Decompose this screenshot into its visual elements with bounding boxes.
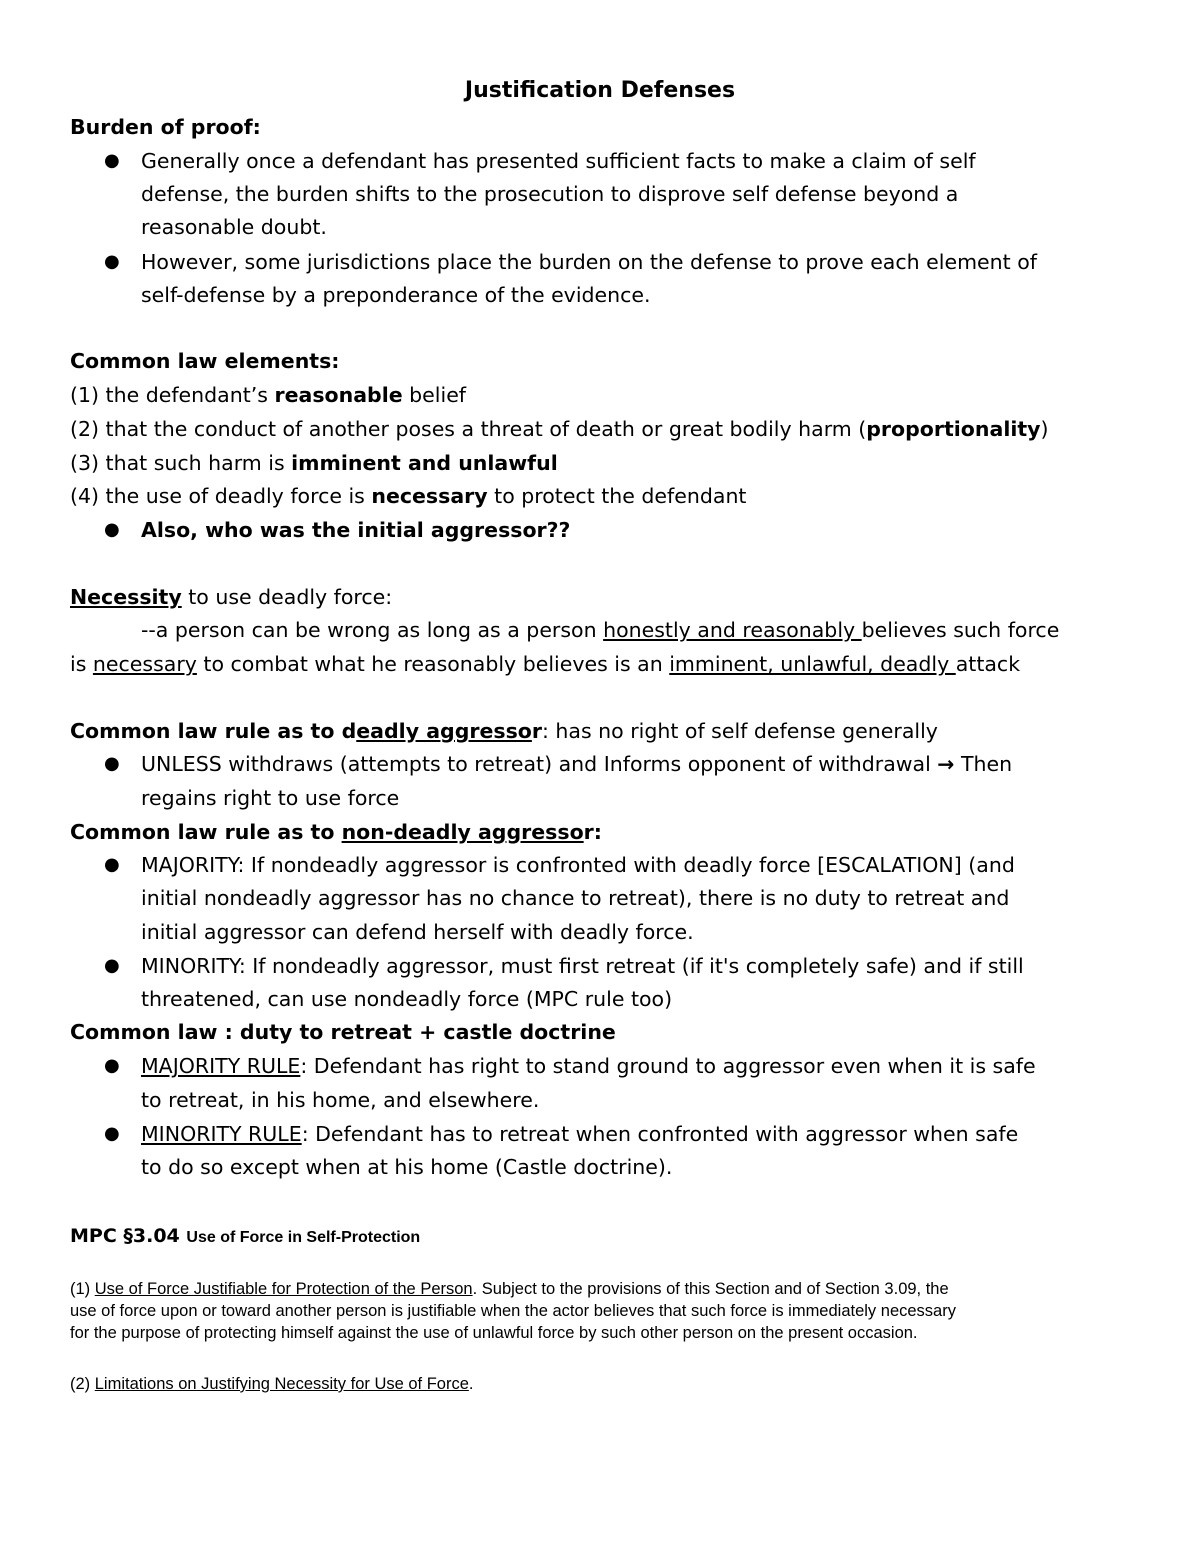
burden-bullet-1-line-3: reasonable doubt. xyxy=(141,215,327,239)
burden-bullet-1-line-2: defense, the burden shifts to the prosecution to disprove self defense beyond a xyxy=(141,182,959,206)
bullet-icon: ● xyxy=(104,251,120,272)
bullet-icon: ● xyxy=(104,1055,120,1076)
deadly-aggressor-heading: Common law rule as to deadly aggressor: has no right of self defense generally xyxy=(70,719,938,743)
bullet-icon: ● xyxy=(104,955,120,976)
mpc-heading: MPC §3.04 Use of Force in Self-Protection xyxy=(70,1225,421,1247)
bullet-icon: ● xyxy=(104,150,120,171)
burden-heading: Burden of proof: xyxy=(70,115,261,139)
mpc-p2: (2) Limitations on Justifying Necessity for Use of Force. xyxy=(70,1375,474,1393)
element-4: (4) the use of deadly force is necessary to protect the defendant xyxy=(70,484,747,508)
necessity-line-3: is necessary to combat what he reasonably believes is an imminent, unlawful, deadly attack xyxy=(70,652,1021,676)
burden-bullet-2-line-2: self-defense by a preponderance of the evidence. xyxy=(141,283,651,307)
bullet-icon: ● xyxy=(104,854,120,875)
deadly-bullet-line-1: UNLESS withdraws (attempts to retreat) and Informs opponent of withdrawal → Then xyxy=(141,752,1013,776)
bullet-icon: ● xyxy=(104,1123,120,1144)
nondeadly-minority-line-1: MINORITY: If nondeadly aggressor, must first retreat (if it's completely safe) and if still xyxy=(141,954,1024,978)
element-1: (1) the defendant’s reasonable belief xyxy=(70,383,467,407)
element-2: (2) that the conduct of another poses a threat of death or great bodily harm (proportionality) xyxy=(70,417,1049,441)
retreat-minority-line-1: MINORITY RULE: Defendant has to retreat when confronted with aggressor when safe xyxy=(141,1122,1019,1146)
bullet-icon: ● xyxy=(104,519,120,540)
nondeadly-minority-line-2: threatened, can use nondeadly force (MPC rule too) xyxy=(141,987,673,1011)
right-arrow-icon: → xyxy=(937,752,955,776)
bullet-icon: ● xyxy=(104,753,120,774)
elements-heading: Common law elements: xyxy=(70,349,340,373)
burden-bullet-2-line-1: However, some jurisdictions place the burden on the defense to prove each element of xyxy=(141,250,1037,274)
mpc-p1-line-2: use of force upon or toward another person is justifiable when the actor believes that such force is immediately necessary xyxy=(70,1302,956,1320)
page-title: Justification Defenses xyxy=(464,78,736,103)
necessity-heading: Necessity to use deadly force: xyxy=(70,585,393,609)
retreat-minority-line-2: to do so except when at his home (Castle doctrine). xyxy=(141,1155,673,1179)
retreat-majority-line-1: MAJORITY RULE: Defendant has right to stand ground to aggressor even when it is safe xyxy=(141,1054,1036,1078)
mpc-p1-line-3: for the purpose of protecting himself against the use of unlawful force by such other person on the present occasion. xyxy=(70,1324,918,1342)
element-3: (3) that such harm is imminent and unlawful xyxy=(70,451,558,475)
nondeadly-majority-line-2: initial nondeadly aggressor has no chance to retreat), there is no duty to retreat and xyxy=(141,886,1010,910)
mpc-p1-line-1: (1) Use of Force Justifiable for Protection of the Person. Subject to the provisions of this Section and of Section 3.09, the xyxy=(70,1280,949,1298)
burden-bullet-1-line-1: Generally once a defendant has presented sufficient facts to make a claim of self xyxy=(141,149,976,173)
nondeadly-majority-line-1: MAJORITY: If nondeadly aggressor is confronted with deadly force [ESCALATION] (and xyxy=(141,853,1015,877)
retreat-heading: Common law : duty to retreat + castle doctrine xyxy=(70,1020,616,1044)
elements-bullet: Also, who was the initial aggressor?? xyxy=(141,518,571,542)
retreat-majority-line-2: to retreat, in his home, and elsewhere. xyxy=(141,1088,540,1112)
nondeadly-majority-line-3: initial aggressor can defend herself with deadly force. xyxy=(141,920,694,944)
necessity-line-2: --a person can be wrong as long as a person honestly and reasonably believes such force xyxy=(141,618,1060,642)
nondeadly-aggressor-heading: Common law rule as to non-deadly aggressor: xyxy=(70,820,602,844)
deadly-bullet-line-2: regains right to use force xyxy=(141,786,400,810)
